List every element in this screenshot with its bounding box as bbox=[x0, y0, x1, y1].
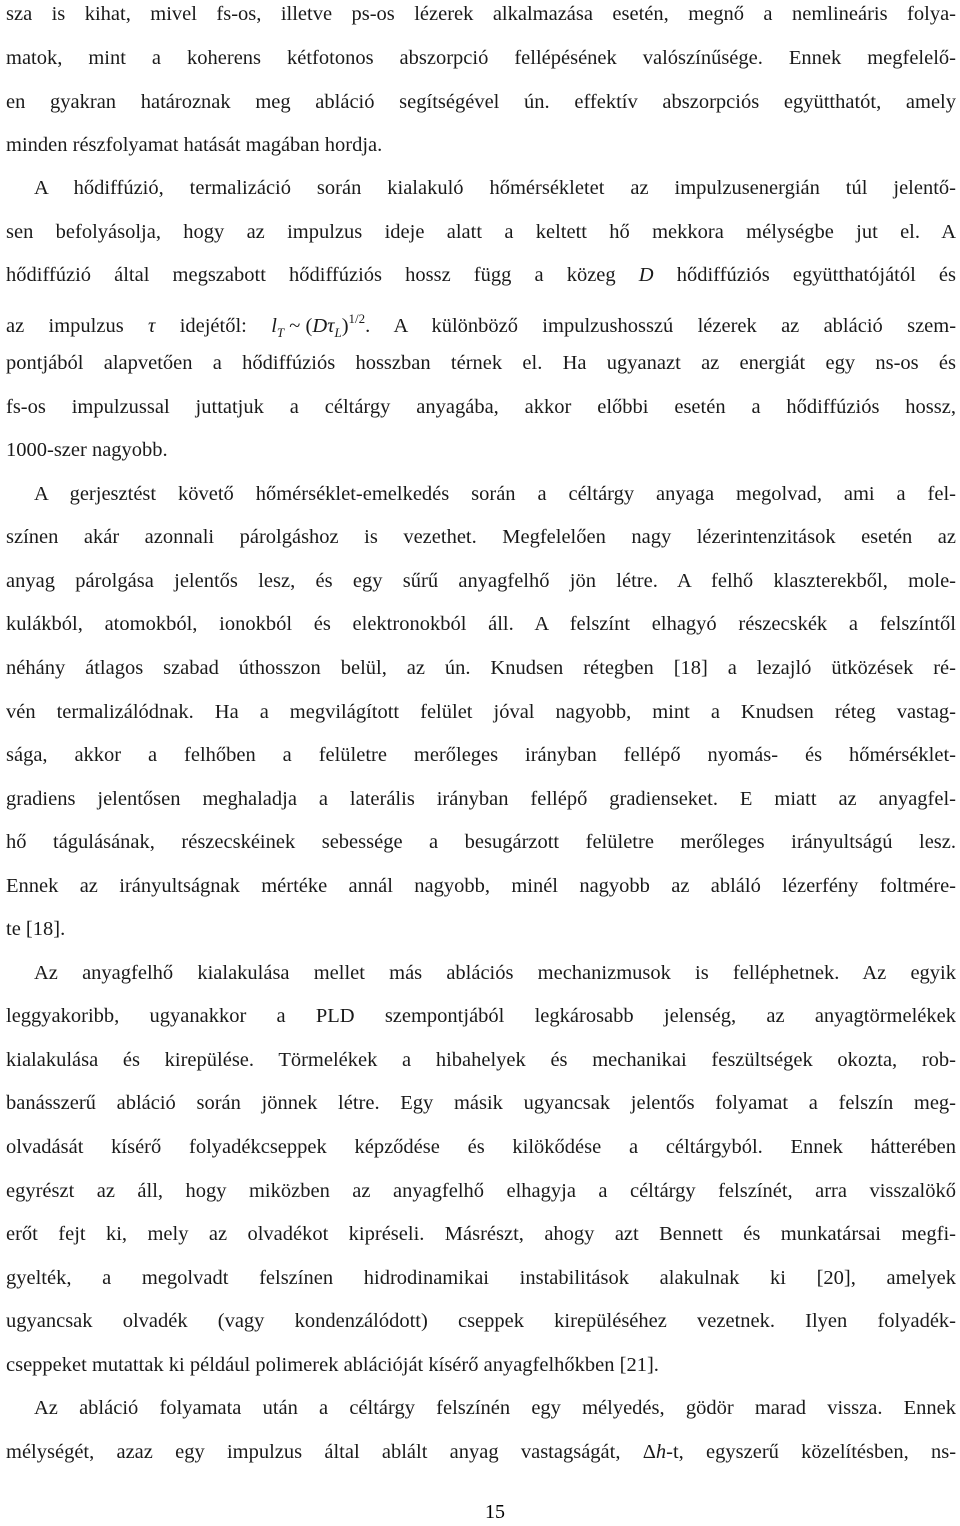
text-line: kulákból, atomokból, ionokból és elektronokból áll. A felszínt elhagyó részecskék a felszíntől bbox=[6, 613, 956, 635]
text-run: . A különböző impulzushosszú lézerek az abláció szem- bbox=[365, 315, 957, 337]
text-run: -t, egyszerű közelítésben, ns- bbox=[666, 1441, 957, 1463]
delta-h-symbol: Δh bbox=[642, 1441, 667, 1463]
tau-symbol: τ bbox=[148, 315, 156, 337]
text-line: minden részfolyamat hatását magában hordja. bbox=[6, 134, 383, 156]
text-line bbox=[6, 305, 957, 340]
text-line: gyelték, a megolvadt felszínen hidrodinamikai instabilitások alakulnak ki [20], amelyek bbox=[6, 1267, 956, 1289]
text-line: banásszerű abláció során jönnek létre. Egy másik ugyancsak jelentős folyamat a felszín meg- bbox=[6, 1092, 956, 1114]
text-line: te [18]. bbox=[6, 918, 66, 940]
text-line: ugyancsak olvadék (vagy kondenzálódott) cseppek kirepüléséhez vezetnek. Ilyen folyadék- bbox=[6, 1310, 956, 1332]
text-line bbox=[6, 1438, 956, 1466]
text-line: színen akár azonnali párolgáshoz is vezethet. Megfelelően nagy lézerintenzitások esetén az bbox=[6, 526, 956, 548]
text-line bbox=[6, 261, 956, 289]
text-line: leggyakoribb, ugyanakkor a PLD szempontjából legkárosabb jelenség, az anyagtörmelékek bbox=[6, 1005, 956, 1027]
text-run: hődiffúziós együtthatójától és bbox=[676, 264, 956, 286]
diffusion-coefficient-symbol: D bbox=[638, 264, 654, 286]
text-line: fs-os impulzussal juttatjuk a céltárgy anyagába, akkor előbbi esetén a hődiffúziós hossz, bbox=[6, 396, 956, 418]
text-line: anyag párolgása jelentős lesz, és egy sűrű anyagfelhő jön létre. A felhő klaszterekből, mole- bbox=[6, 570, 956, 592]
text-line: gradiens jelentősen meghaladja a laterális irányban fellépő gradienseket. E miatt az anyagfel- bbox=[6, 788, 956, 810]
text-line: en gyakran határoznak meg abláció segítségével ún. effektív abszorpciós együtthatót, amely bbox=[6, 91, 956, 113]
text-run: idejétől: bbox=[179, 315, 247, 337]
text-line: kialakulása és kirepülése. Törmelékek a hibahelyek és mechanikai feszültségek okozta, rob- bbox=[6, 1049, 956, 1071]
text-line: egyrészt az áll, hogy miközben az anyagfelhő elhagyja a céltárgy felszínét, arra visszalökő bbox=[6, 1180, 956, 1202]
text-line: hő tágulásának, részecskéinek sebessége a besugárzott felületre merőleges irányultságú lesz. bbox=[6, 831, 956, 853]
text-line: 1000-szer nagyobb. bbox=[6, 439, 168, 461]
text-line: olvadását kísérő folyadékcseppek képződése és kilökődése a céltárgyból. Ennek hátterében bbox=[6, 1136, 956, 1158]
text-line: Az anyagfelhő kialakulása mellet más ablációs mechanizmusok is felléphetnek. Az egyik bbox=[34, 962, 956, 984]
diffusion-length-formula: $l_T$ ~ $(D\tau_L)^{1/2}$ bbox=[271, 311, 366, 340]
text-line: A hődiffúzió, termalizáció során kialakuló hőmérsékletet az impulzusenergián túl jelentő- bbox=[34, 177, 956, 199]
text-line: sága, akkor a felhőben a felületre merőleges irányban fellépő nyomás- és hőmérséklet- bbox=[6, 744, 956, 766]
text-line: cseppeket mutattak ki például polimerek ablációját kísérő anyagfelhőkben [21]. bbox=[6, 1354, 659, 1376]
text-line: sza is kihat, mivel fs-os, illetve ps-os lézerek alkalmazása esetén, megnő a nemlineáris folya- bbox=[6, 3, 956, 25]
text-line: erőt fejt ki, mely az olvadékot kipréseli. Másrészt, ahogy azt Bennett és munkatársai megfi- bbox=[6, 1223, 956, 1245]
text-line: matok, mint a koherens kétfotonos abszorpció fellépésének valószínűsége. Ennek megfelelő- bbox=[6, 47, 956, 69]
text-line: néhány átlagos szabad úthosszon belül, az ún. Knudsen rétegben [18] a lezajló ütközések ré- bbox=[6, 657, 956, 679]
text-line: sen befolyásolja, hogy az impulzus ideje alatt a keltett hő mekkora mélységbe jut el. A bbox=[6, 221, 956, 243]
text-line: A gerjesztést követő hőmérséklet-emelkedés során a céltárgy anyaga megolvad, ami a fel- bbox=[34, 483, 956, 505]
text-line: pontjából alapvetően a hődiffúziós hosszban térnek el. Ha ugyanazt az energiát egy ns-os és bbox=[6, 352, 956, 374]
text-run: hődiffúzió által megszabott hődiffúziós hossz függ a közeg bbox=[6, 264, 616, 286]
text-run: mélységét, azaz egy impulzus által ablált anyag vastagságát, bbox=[6, 1441, 621, 1463]
text-line: Az abláció folyamata után a céltárgy felszínén egy mélyedés, gödör marad vissza. Ennek bbox=[34, 1397, 956, 1419]
text-line: Ennek az irányultságnak mértéke annál nagyobb, minél nagyobb az abláló lézerfény foltmére- bbox=[6, 875, 956, 897]
text-run: az impulzus bbox=[6, 315, 124, 337]
page-number: 15 bbox=[485, 1501, 505, 1523]
text-line: vén termalizálódnak. Ha a megvilágított felület jóval nagyobb, mint a Knudsen réteg vastag- bbox=[6, 701, 956, 723]
